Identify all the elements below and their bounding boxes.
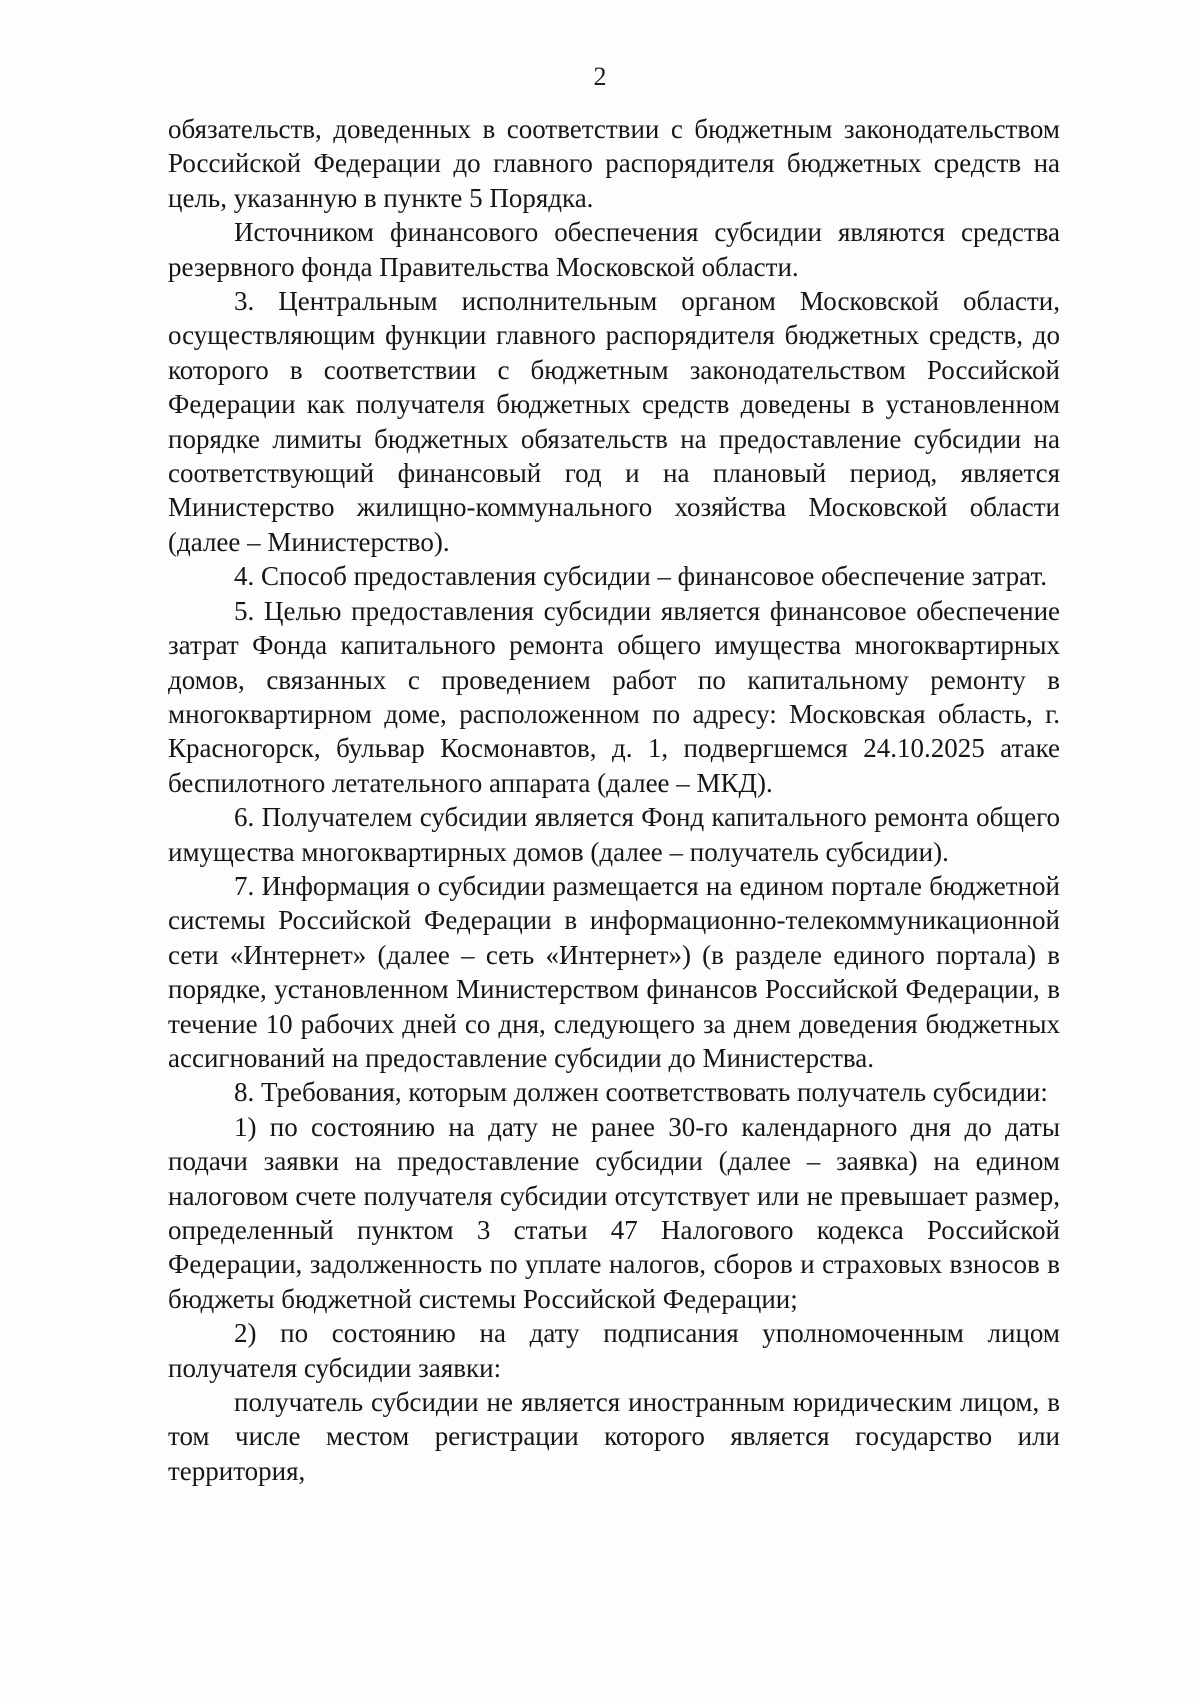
paragraph-item-8: 8. Требования, которым должен соответствовать получатель субсидии: [234,1077,1048,1108]
paragraph-subitem-2: 2) по состоянию на дату подписания уполномоченным лицом получателя субсидии заявки: [168,1318,1060,1383]
paragraph-subitem-1: 1) по состоянию на дату не ранее 30-го календарного дня до даты подачи заявки на предоставление субсидии (далее – заявка) на едином налоговом счете получателя субсидии отсутствует или не превышает размер, определенный пунктом 3 статьи 47 Налогового кодекса Российской Федерации, задолженность по уплате налогов, сборов и страховых взносов в бюджеты бюджетной системы Российской Федерации; [168,1111,1060,1314]
paragraph-foreign-entity: получатель субсидии не является иностранным юридическим лицом, в том числе местом регистрации которого является государство или территория, [168,1387,1060,1486]
paragraph-item-6: 6. Получателем субсидии является Фонд капитального ремонта общего имущества многоквартирных домов (далее – получатель субсидии). [168,802,1060,867]
document-body [168,112,1060,1488]
page-number: 2 [593,62,607,91]
paragraph-item-5: 5. Целью предоставления субсидии является финансовое обеспечение затрат Фонда капитального ремонта общего имущества многоквартирных домов, связанных с проведением работ по капитальному ремонту в многоквартирном доме, расположенном по адресу: Московская область, г. Красногорск, бульвар Космонавтов, д. 1, подвергшемся 24.10.2025 атаке беспилотного летательного аппарата (далее – МКД). [168,595,1060,798]
paragraph-funding-source: Источником финансового обеспечения субсидии являются средства резервного фонда Правительства Московской области. [168,217,1060,282]
paragraph-item-3: 3. Центральным исполнительным органом Московской области, осуществляющим функции главного распорядителя бюджетных средств, до которого в соответствии с бюджетным законодательством Российской Федерации как получателя бюджетных средств доведены в установленном порядке лимиты бюджетных обязательств на предоставление субсидии на соответствующий финансовый год и на плановый период, является Министерство жилищно-коммунального хозяйства Московской области (далее – Министерство). [168,286,1060,557]
paragraph-continuation: обязательств, доведенных в соответствии с бюджетным законодательством Российской Федерации до главного распорядителя бюджетных средств на цель, указанную в пункте 5 Порядка. [168,114,1060,213]
paragraph-item-4: 4. Способ предоставления субсидии – финансовое обеспечение затрат. [234,561,1047,592]
paragraph-item-7: 7. Информация о субсидии размещается на едином портале бюджетной системы Российской Федерации в информационно-телекоммуникационной сети «Интернет» (далее – сеть «Интернет») (в разделе единого портала) в порядке, установленном Министерством финансов Российской Федерации, в течение 10 рабочих дней со дня, следующего за днем доведения бюджетных ассигнований на предоставление субсидии до Министерства. [168,870,1060,1073]
